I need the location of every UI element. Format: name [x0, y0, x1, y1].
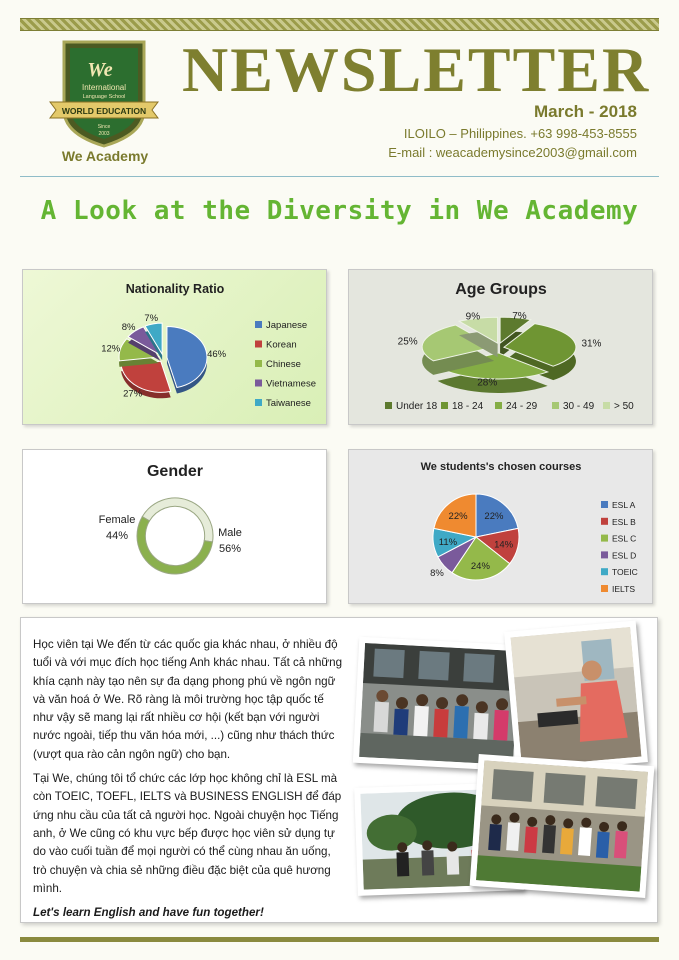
- header-divider: [20, 176, 659, 177]
- data-label: 8%: [430, 568, 444, 580]
- legend-entry: Vietnamese: [266, 378, 316, 390]
- nationality-chart: [23, 270, 326, 424]
- legend-swatch: [601, 585, 608, 592]
- data-label: 46%: [207, 348, 227, 360]
- legend-swatch: [385, 402, 392, 409]
- data-label: 22%: [484, 511, 504, 523]
- legend-swatch: [255, 380, 262, 387]
- svg-text:Language School: Language School: [82, 94, 126, 100]
- gender-chart: [23, 450, 326, 603]
- academy-name: We Academy: [61, 148, 149, 164]
- data-label: 27%: [123, 388, 143, 400]
- pie-slice: [137, 517, 213, 574]
- male-value: 56%: [218, 543, 242, 555]
- data-label: 7%: [512, 311, 527, 323]
- svg-text:2003: 2003: [98, 131, 110, 137]
- data-label: 11%: [438, 536, 458, 548]
- legend-entry: 24 - 29: [506, 401, 538, 412]
- legend-swatch: [255, 321, 262, 328]
- female-value: 44%: [105, 530, 129, 542]
- legend-entry: ESL D: [612, 550, 637, 561]
- article-paragraph-1: Học viên tại We đến từ các quốc gia khác nhau, ở nhiều độ tuổi và với mục đích học tiếng Anh khác nhau. Tất cả những khía cạnh này tạo nên sự đa dạng phong phú về ngôn ngữ và văn hoá ở We. Rõ ràng là môi trường học tập quốc tế như vậy sẽ mang lại rất nhiều cơ hội (kết bạn với người nước ngoài, tiếp thu văn hóa mới, ...) cũng như thách thức (vượt qua rào cản ngôn ngữ) cho bạn.: [33, 638, 343, 761]
- courses-chart: [349, 450, 652, 603]
- legend-entry: ESL A: [612, 500, 636, 510]
- legend-entry: IELTS: [612, 584, 635, 594]
- contact-email[interactable]: E-mail : weacademysince2003@gmail.com: [388, 145, 637, 160]
- legend-entry: ESL C: [612, 533, 637, 544]
- legend-swatch: [495, 402, 502, 409]
- legend-swatch: [601, 501, 608, 508]
- svg-text:We: We: [87, 59, 113, 81]
- legend-swatch: [601, 568, 608, 575]
- chart-title: We students's chosen courses: [420, 461, 582, 473]
- group-photo-2: [470, 754, 655, 898]
- nationality-chart-panel: [22, 269, 327, 425]
- data-label: 7%: [144, 313, 159, 325]
- chart-title: Nationality Ratio: [125, 282, 225, 296]
- age-chart-panel: [348, 269, 653, 425]
- chart-title: Age Groups: [455, 281, 547, 298]
- legend-swatch: [601, 535, 608, 542]
- newsletter-title: NEWSLETTER: [182, 34, 651, 105]
- legend-entry: TOEIC: [612, 567, 638, 578]
- female-label: Female: [98, 514, 136, 526]
- data-label: 8%: [121, 321, 136, 333]
- legend-entry: > 50: [614, 401, 634, 412]
- article-paragraph-2: Tại We, chúng tôi tổ chức các lớp học không chỉ là ESL mà còn TOEIC, TOEFL, IELTS và BUSINESS ENGLISH để đáp ứng nhu cầu của tất cả người học. Ngoài chuyện học Tiếng anh, ở We cũng có khu vực bếp được học viên sử dụng tự do vào cuối tuần để mọi người có thể cùng nhau ăn uống, trò chuyện và chia sẻ những điều đặc biệt của quê hương mình.: [33, 772, 342, 895]
- age-chart: [349, 270, 652, 424]
- svg-text:International: International: [81, 83, 127, 92]
- legend-swatch: [441, 402, 448, 409]
- data-label: 9%: [465, 311, 481, 323]
- legend-entry: Chinese: [266, 359, 301, 370]
- bottom-border: [20, 937, 659, 942]
- legend-entry: Under 18: [396, 401, 438, 412]
- data-label: 28%: [477, 377, 498, 389]
- legend-entry: 18 - 24: [452, 401, 484, 412]
- legend-swatch: [603, 402, 610, 409]
- school-logo: [48, 40, 160, 148]
- kitchen-photo: [504, 621, 648, 774]
- legend-swatch: [255, 360, 262, 367]
- legend-entry: ESL B: [612, 516, 636, 527]
- legend-entry: 30 - 49: [563, 401, 595, 412]
- chart-title: Gender: [146, 463, 204, 480]
- newsletter-date: March - 2018: [534, 102, 637, 121]
- legend-swatch: [601, 551, 608, 558]
- data-label: 14%: [494, 539, 514, 551]
- legend-entry: Korean: [266, 339, 297, 351]
- data-label: 31%: [581, 338, 602, 350]
- group-photo-1: [353, 637, 525, 772]
- legend-swatch: [255, 341, 262, 348]
- data-label: 24%: [470, 561, 490, 573]
- pie-slice: [142, 498, 213, 542]
- article-text: [33, 636, 347, 928]
- svg-text:Since: Since: [97, 124, 111, 130]
- legend-swatch: [255, 399, 262, 406]
- svg-text:WORLD EDUCATION: WORLD EDUCATION: [61, 106, 147, 116]
- legend-swatch: [601, 518, 608, 525]
- article-tagline: Let's learn English and have fun together!: [33, 906, 264, 920]
- data-label: 12%: [101, 343, 121, 355]
- legend-entry: Japanese: [266, 320, 308, 331]
- contact-address: ILOILO – Philippines. +63 998-453-8555: [403, 126, 637, 141]
- courses-chart-panel: [348, 449, 653, 604]
- page-headline: A Look at the Diversity in We Academy: [40, 196, 639, 226]
- legend-entry: Taiwanese: [266, 398, 311, 409]
- male-label: Male: [218, 527, 242, 539]
- top-border: [20, 18, 659, 31]
- data-label: 22%: [448, 511, 468, 523]
- legend-swatch: [552, 402, 559, 409]
- data-label: 25%: [397, 336, 418, 348]
- gender-chart-panel: [22, 449, 327, 604]
